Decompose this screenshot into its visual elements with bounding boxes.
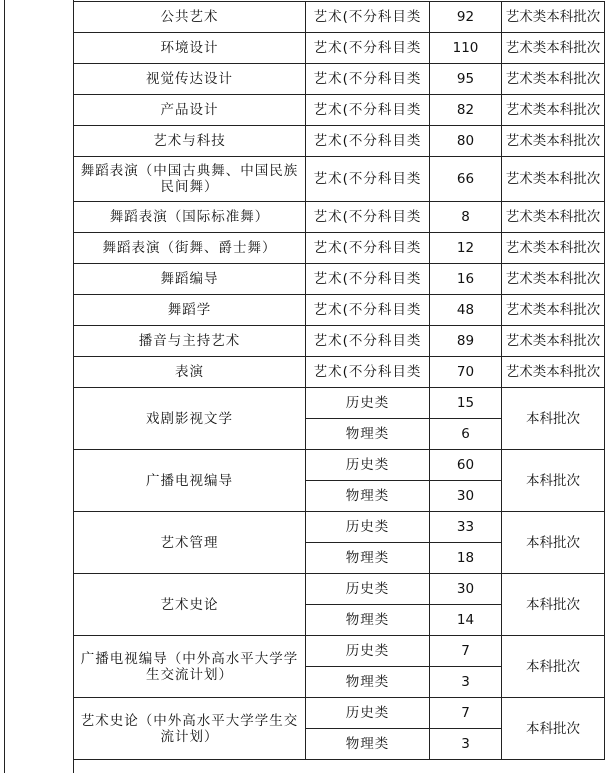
- batch-cell: 艺术类本科批次: [502, 126, 605, 157]
- count-cell: 3: [430, 729, 502, 760]
- table-row: [74, 357, 605, 388]
- subject-cell: 艺术(不分科目类: [306, 202, 430, 233]
- table-row: [74, 2, 605, 33]
- count-cell: 7: [430, 698, 502, 729]
- table-row: [74, 64, 605, 95]
- major-cell: 艺术史论（中外高水平大学学生交流计划）: [74, 698, 306, 760]
- subject-cell: 物理类: [306, 605, 430, 636]
- major-cell: 视觉传达设计: [74, 64, 306, 95]
- count-cell: 8: [430, 202, 502, 233]
- batch-cell: 艺术类本科批次: [502, 357, 605, 388]
- batch-cell: 本科批次: [502, 512, 605, 574]
- batch-cell: 艺术类本科批次: [502, 157, 605, 202]
- batch-cell: 艺术类本科批次: [502, 64, 605, 95]
- major-cell: 舞蹈表演（街舞、爵士舞）: [74, 233, 306, 264]
- batch-cell: 本科批次: [502, 636, 605, 698]
- table-row: [74, 233, 605, 264]
- count-cell: 80: [430, 126, 502, 157]
- batch-cell: 本科批次: [502, 698, 605, 760]
- count-cell: 70: [430, 357, 502, 388]
- count-cell: 3: [430, 667, 502, 698]
- major-cell: 戏剧影视文学: [74, 388, 306, 450]
- major-cell: 公共艺术: [74, 2, 306, 33]
- subject-cell: 艺术(不分科目类: [306, 157, 430, 202]
- subject-cell: 物理类: [306, 729, 430, 760]
- major-cell: 播音与主持艺术: [74, 326, 306, 357]
- table-row: [74, 574, 605, 605]
- subject-cell: 历史类: [306, 450, 430, 481]
- batch-cell: 艺术类本科批次: [502, 326, 605, 357]
- table-row: [74, 95, 605, 126]
- table-row: [74, 388, 605, 419]
- count-cell: 6: [430, 419, 502, 450]
- subject-cell: 艺术(不分科目类: [306, 326, 430, 357]
- subject-cell: 物理类: [306, 419, 430, 450]
- major-cell: 艺术与科技: [74, 126, 306, 157]
- subject-cell: 艺术(不分科目类: [306, 357, 430, 388]
- subject-cell: 历史类: [306, 512, 430, 543]
- subject-cell: 历史类: [306, 574, 430, 605]
- table-row: [74, 295, 605, 326]
- batch-cell: 艺术类本科批次: [502, 202, 605, 233]
- batch-cell: 艺术类本科批次: [502, 233, 605, 264]
- table-row: [74, 326, 605, 357]
- batch-cell: 本科批次: [502, 574, 605, 636]
- major-cell: 广播电视编导: [74, 450, 306, 512]
- table-row: [74, 264, 605, 295]
- count-cell: 60: [430, 450, 502, 481]
- table-row: [74, 636, 605, 667]
- major-cell: 艺术史论: [74, 574, 306, 636]
- table-row: [74, 33, 605, 64]
- count-cell: 18: [430, 543, 502, 574]
- count-cell: 66: [430, 157, 502, 202]
- count-cell: 89: [430, 326, 502, 357]
- subject-cell: 艺术(不分科目类: [306, 126, 430, 157]
- subject-cell: 艺术(不分科目类: [306, 233, 430, 264]
- count-cell: 15: [430, 388, 502, 419]
- batch-cell: 本科批次: [502, 450, 605, 512]
- subject-cell: 艺术(不分科目类: [306, 95, 430, 126]
- major-cell: 环境设计: [74, 33, 306, 64]
- subject-cell: 物理类: [306, 481, 430, 512]
- subject-cell: 艺术(不分科目类: [306, 295, 430, 326]
- subject-cell: 历史类: [306, 388, 430, 419]
- major-cell: 广播电视编导（中外高水平大学学生交流计划）: [74, 636, 306, 698]
- major-cell: 产品设计: [74, 95, 306, 126]
- left-border-line: [4, 0, 5, 773]
- subject-cell: 艺术(不分科目类: [306, 2, 430, 33]
- major-cell: 舞蹈编导: [74, 264, 306, 295]
- subject-cell: 艺术(不分科目类: [306, 64, 430, 95]
- count-cell: 110: [430, 33, 502, 64]
- table-row: [74, 698, 605, 729]
- enrollment-table: [73, 1, 605, 760]
- count-cell: 33: [430, 512, 502, 543]
- major-cell: 表演: [74, 357, 306, 388]
- count-cell: 14: [430, 605, 502, 636]
- major-cell: 舞蹈表演（中国古典舞、中国民族民间舞）: [74, 157, 306, 202]
- table-row: [74, 126, 605, 157]
- batch-cell: 艺术类本科批次: [502, 2, 605, 33]
- major-cell: 艺术管理: [74, 512, 306, 574]
- table-row: [74, 450, 605, 481]
- count-cell: 95: [430, 64, 502, 95]
- batch-cell: 艺术类本科批次: [502, 95, 605, 126]
- table-row: [74, 157, 605, 202]
- count-cell: 30: [430, 481, 502, 512]
- subject-cell: 物理类: [306, 667, 430, 698]
- count-cell: 16: [430, 264, 502, 295]
- count-cell: 12: [430, 233, 502, 264]
- count-cell: 7: [430, 636, 502, 667]
- batch-cell: 艺术类本科批次: [502, 295, 605, 326]
- count-cell: 30: [430, 574, 502, 605]
- table-row: [74, 202, 605, 233]
- count-cell: 82: [430, 95, 502, 126]
- subject-cell: 历史类: [306, 698, 430, 729]
- batch-cell: 艺术类本科批次: [502, 33, 605, 64]
- count-cell: 48: [430, 295, 502, 326]
- batch-cell: 艺术类本科批次: [502, 264, 605, 295]
- subject-cell: 物理类: [306, 543, 430, 574]
- major-cell: 舞蹈学: [74, 295, 306, 326]
- batch-cell: 本科批次: [502, 388, 605, 450]
- subject-cell: 艺术(不分科目类: [306, 33, 430, 64]
- subject-cell: 历史类: [306, 636, 430, 667]
- table-row: [74, 512, 605, 543]
- count-cell: 92: [430, 2, 502, 33]
- major-cell: 舞蹈表演（国际标准舞）: [74, 202, 306, 233]
- subject-cell: 艺术(不分科目类: [306, 264, 430, 295]
